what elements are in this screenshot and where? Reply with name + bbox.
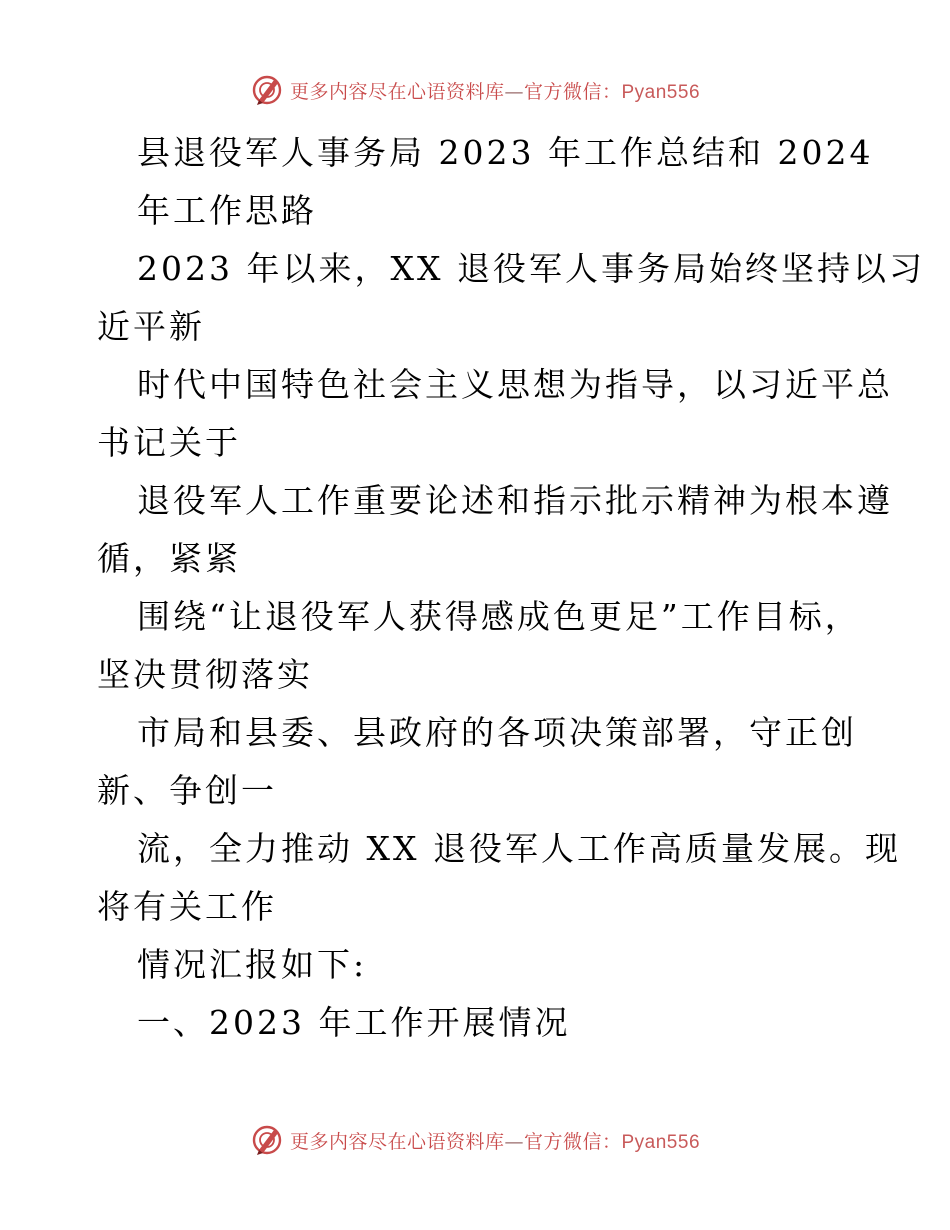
watermark-id: Pyan556 (621, 1131, 701, 1153)
footer-watermark (0, 1120, 950, 1160)
section-heading: 一、2023 年工作开展情况 (137, 1003, 571, 1042)
paragraph-line: 近平新 (97, 307, 205, 346)
paragraph-line: 市局和县委、县政府的各项决策部署，守正创 (137, 713, 857, 752)
watermark-id: Pyan556 (621, 81, 701, 103)
watermark-brand: 更多内容尽在心语资料库 (289, 1130, 505, 1153)
paragraph-line: 流，全力推动 XX 退役军人工作高质量发展。现 (137, 829, 901, 868)
paragraph-line: 循，紧紧 (97, 539, 241, 578)
watermark-contact: 官方微信： (523, 1130, 622, 1153)
watermark-contact: 官方微信： (523, 80, 622, 103)
paragraph-line: 退役军人工作重要论述和指示批示精神为根本遵 (137, 481, 893, 520)
watermark-text (290, 77, 700, 104)
header-watermark (0, 70, 950, 110)
paragraph-line: 围绕“让退役军人获得感成色更足”工作目标， (137, 597, 861, 636)
watermark-text (290, 1127, 700, 1154)
watermark-separator: — (504, 1130, 524, 1153)
watermark-brand: 更多内容尽在心语资料库 (289, 80, 505, 103)
paragraph-line: 时代中国特色社会主义思想为指导，以习近平总 (137, 365, 893, 404)
paragraph-line: 书记关于 (97, 423, 241, 462)
title-line-1: 县退役军人事务局 2023 年工作总结和 2024 (137, 133, 874, 172)
paragraph-line: 坚决贯彻落实 (97, 655, 313, 694)
pen-logo-icon (250, 73, 284, 107)
paragraph-line: 将有关工作 (97, 887, 277, 926)
title-line-2: 年工作思路 (137, 191, 317, 230)
paragraph-line: 新、争创一 (97, 771, 277, 810)
paragraph-line: 情况汇报如下: (137, 945, 368, 984)
paragraph-line: 2023 年以来，XX 退役军人事务局始终坚持以习 (137, 249, 925, 288)
document-body (97, 124, 925, 1052)
pen-logo-icon (250, 1123, 284, 1157)
watermark-separator: — (504, 80, 524, 103)
